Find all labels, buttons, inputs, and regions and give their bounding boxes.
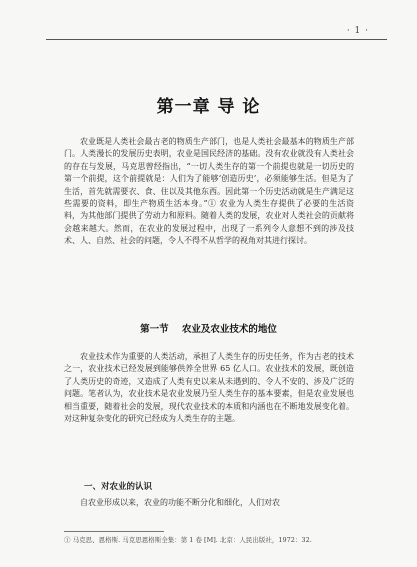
footnote-rule — [64, 531, 164, 532]
subsection-title: 一、对农业的认识 — [84, 482, 153, 492]
chapter-intro — [64, 136, 354, 248]
page-number: · 1 · — [346, 26, 369, 36]
chapter-paragraph: 农业既是人类社会最古老的物质生产部门，也是人类社会最基本的物质生产部门。人类漫长的发展历史表明，农业是国民经济的基础。没有农业就没有人类社会的存在与发展，马克思曾经指出，“一切人类生存的第一个前提也就是一切历史的第一个前提，这个前提就是：人们为了能够‘创造历史’，必须能够生活。但是为了生活，首先就需要衣、食、住以及其他东西。因此第一个历史活动就是生产满足这些需要的资料，即生产物质生活本身。”① 农业为人类生存提供了必要的生活资料，为其他部门提供了劳动力和原料。随着人类的发展，农业对人类社会的贡献将会越来越大。然而，在农业的发展过程中，出现了一系列令人意想不到的涉及技术、人、自然、社会的问题，令人不得不从哲学的视角对其进行探讨。 — [64, 137, 354, 246]
footnote: ① 马克思、恩格斯. 马克思恩格斯全集：第 1 卷 [M]. 北京：人民出版社，1972：32. — [64, 536, 312, 544]
header-rule — [46, 39, 387, 40]
subsection-body — [64, 497, 354, 509]
subsection-paragraph: 自农业形成以来，农业的功能不断分化和细化，人们对农 — [80, 498, 280, 507]
chapter-title: 第一章 导 论 — [156, 97, 261, 117]
section-body — [64, 351, 354, 425]
section-paragraph: 农业技术作为重要的人类活动，承担了人类生存的历史任务，作为古老的技术之一，农业技术已经发展到能够供养全世界 65 亿人口。农业技术的发展，既创造了人类历史的奇迹，又造成了人类有史以来从未遇到的、令人不安的、涉及广泛的问题。笔者认为，农业技术是农业发展乃至人类生存的基本要素，但是农业发展也相当重要，随着社会的发展，现代农业技术的本质和内涵也在不断地发展变化着。对这种复杂变化的研究已经成为人类生存的主题。 — [64, 352, 354, 424]
section-title: 第一节 农业及农业技术的地位 — [140, 324, 277, 335]
